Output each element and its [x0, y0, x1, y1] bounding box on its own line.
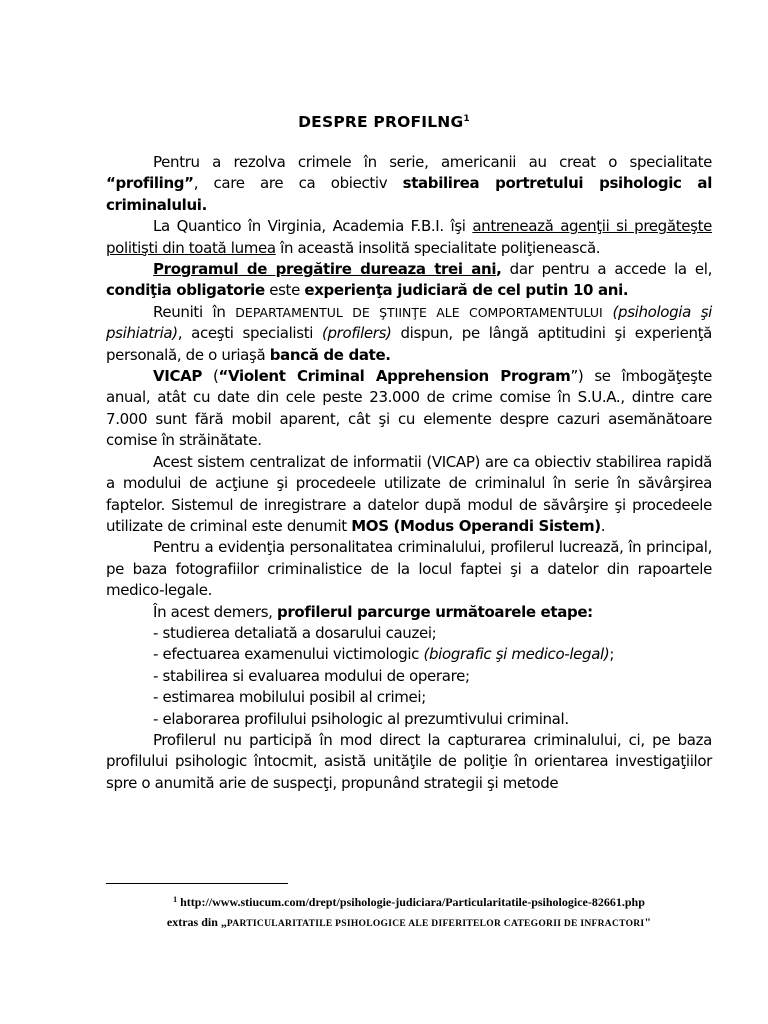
p5-program-name: “Violent Criminal Apprehension Program: [218, 367, 571, 386]
footnote: [106, 890, 712, 934]
footnote-url: http://www.stiucum.com/drept/psihologie-judiciara/Particularitatile-psihologice-82661.php: [180, 895, 645, 909]
list-item: - stabilirea si evaluarea modului de operare;: [153, 666, 470, 685]
p2-underlined: antrenează agenţii si pregăteşte politişti din toată lumea: [106, 217, 712, 257]
step-2-italic: (biografic şi medico-legal): [423, 645, 610, 664]
p8-stages-heading: profilerul parcurge următoarele etape:: [277, 602, 593, 621]
p1-profiling-term: “profiling”: [106, 174, 194, 193]
p3-text: dar pentru a accede la el,: [501, 260, 712, 279]
footnote-quote-open: „: [220, 915, 227, 929]
p3-experience: experienţa judiciară de cel putin 10 ani.: [304, 281, 629, 300]
footnote-source-line: [106, 890, 712, 912]
p4-text-2: , aceşti specialisti: [177, 324, 322, 343]
p5-text: ”) se îmbogăţeşte anual, atât cu date din cele peste 23.000 de crime comise în S.U.A., dintre care 7.000 sunt fără mobil aparent, cât şi cu elemente despre cazuri asemănătoare comise în străinătate.: [106, 367, 713, 450]
p4-profilers: (profilers): [322, 324, 392, 343]
list-item: - elaborarea profilului psihologic al prezumtivului criminal.: [153, 709, 569, 728]
footnote-extract-label: extras din: [166, 915, 221, 929]
step-2-text: - efectuarea examenului victimologic: [153, 645, 424, 664]
title-footnote-mark: 1: [463, 114, 470, 124]
paragraph-1: [106, 152, 712, 216]
p2-text: La Quantico în Virginia, Academia F.B.I. îşi: [153, 217, 473, 236]
paragraph-3: [106, 259, 712, 302]
p5-vicap: VICAP: [153, 367, 203, 386]
p4-space: [603, 303, 613, 321]
footnote-source-title: PARTICULARITATILE PSIHOLOGICE ALE DIFERITELOR CATEGORII DE INFRACTORI: [226, 919, 645, 929]
p5-paren: (: [202, 367, 219, 386]
p4-department: DEPARTAMENTUL DE ŞTIINŢE ALE COMPORTAMENTULUI: [235, 304, 603, 320]
p9-text: Profilerul nu participă în mod direct la capturarea criminalului, ci, pe baza profilului psihologic întocmit, asistă unităţile de poliţie în orientarea investigaţiilor spre o anumită arie de suspecţi, propunând strategii şi metode: [106, 730, 712, 792]
paragraph-6: [106, 452, 712, 538]
p8-text: În acest demers,: [153, 602, 277, 621]
p6-mos: MOS (Modus Operandi Sistem): [351, 516, 601, 535]
list-item: - studierea detaliată a dosarului cauzei;: [153, 623, 437, 642]
p3-text-2: este: [264, 281, 305, 300]
p2-text-2: în această insolită specialitate poliţienească.: [275, 238, 601, 257]
p1-objective: stabilirea portretului psihologic al criminalului.: [106, 174, 712, 214]
document-body: [106, 152, 712, 794]
list-item: - estimarea mobilului posibil al crimei;: [153, 688, 426, 707]
p4-database: bancă de date.: [269, 345, 391, 364]
p4-fields: (psihologia şi psihiatria): [106, 302, 712, 343]
p7-text: Pentru a evidenţia personalitatea criminalului, profilerul lucrează, în principal, pe baza fotografiilor criminalistice de la locul faptei şi a datelor din rapoartele medico-legale.: [106, 538, 712, 600]
p3-program-duration: Programul de pregătire dureaza trei ani: [153, 260, 497, 279]
p1-text-2: , care are ca obiectiv: [193, 174, 403, 193]
paragraph-5: [106, 366, 712, 452]
p4-text: Reuniti în: [153, 302, 236, 321]
step-2-end: ;: [609, 645, 615, 664]
list-item: [106, 644, 712, 665]
title-text: DESPRE PROFILNG: [298, 113, 464, 131]
p6-period: .: [600, 516, 606, 535]
paragraph-4: [106, 302, 712, 366]
footnote-divider: [106, 883, 288, 884]
p3-condition: condiţia obligatorie: [106, 281, 265, 300]
paragraph-8: [106, 602, 712, 623]
footnote-mark: 1: [173, 895, 178, 904]
p4-text-3: dispun, pe lângă aptitudini şi experienţă personală, de o uriaşă: [106, 324, 713, 364]
p3-comma: ,: [496, 260, 502, 279]
p1-text: Pentru a rezolva crimele în serie, americanii au creat o specialitate: [153, 153, 712, 171]
paragraph-7: [106, 537, 712, 601]
page-title: [0, 113, 768, 131]
paragraph-2: [106, 216, 712, 259]
footnote-extract-line: [106, 912, 712, 934]
footnote-quote-close: ": [644, 915, 652, 929]
paragraph-9: [106, 730, 712, 794]
p6-text: Acest sistem centralizat de informatii (VICAP) are ca obiectiv stabilirea rapidă a modului de acţiune şi procedeele utilizate de criminalul în serie în săvârşirea faptelor. Sistemul de inregistrare a datelor după modul de săvârşire şi procedeele utilizate de criminal este denumit: [106, 452, 712, 535]
